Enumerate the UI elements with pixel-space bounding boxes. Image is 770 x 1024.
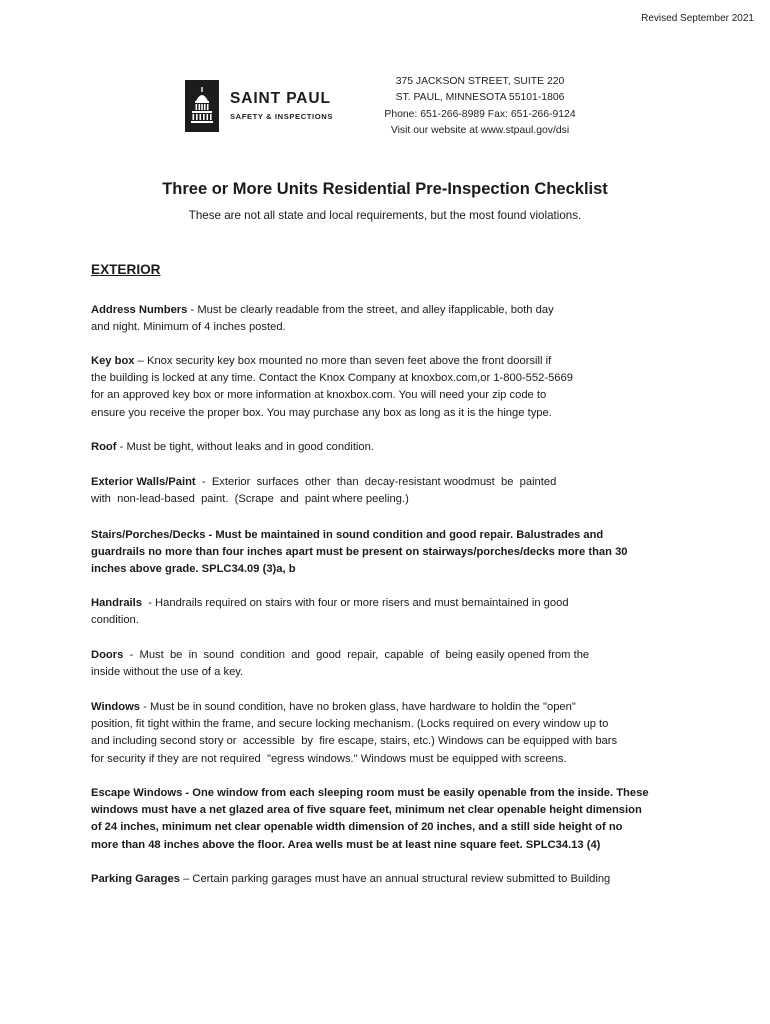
checklist-item-heading: Escape Windows: [91, 787, 183, 799]
checklist-item-text: Must be maintained in sound condition and good repair. Balustrades and: [215, 529, 604, 541]
checklist-item-heading: Stairs/Porches/Decks: [91, 529, 206, 541]
checklist-item-separator: -: [182, 787, 193, 799]
logo-name: SAINT PAUL: [230, 90, 331, 108]
checklist-item-heading: Roof: [91, 441, 117, 453]
checklist-item-separator: –: [134, 355, 147, 367]
capitol-dome-icon: [185, 80, 219, 132]
checklist-item-text: for an approved key box or more information at knoxbox.com. You will need your zip code to: [91, 389, 547, 402]
checklist-item-first-line: [91, 353, 691, 370]
checklist-item-separator: -: [205, 529, 216, 541]
checklist-item-text: ensure you receive the proper box. You may purchase any box as long as it is the hinge type.: [91, 406, 552, 419]
checklist-item-text: Must be tight, without leaks and in good condition.: [126, 441, 374, 453]
checklist-item: [91, 647, 691, 681]
checklist-item: [91, 353, 691, 422]
checklist-item-first-line: [91, 785, 691, 802]
checklist-item-separator: -: [195, 476, 212, 488]
document-title: Three or More Units Residential Pre-Inspection Checklist: [162, 180, 608, 198]
checklist-item-first-line: [91, 302, 691, 319]
checklist-item-text: guardrails no more than four inches apart must be present on stairways/porches/decks more than 30: [91, 546, 628, 559]
checklist-item-text: for security if they are not required "egress windows." Windows must be equipped with screens.: [91, 752, 567, 765]
checklist-item-first-line: [91, 474, 691, 491]
checklist-item-first-line: [91, 871, 691, 888]
checklist-item-first-line: [91, 439, 691, 456]
checklist-item-text: Knox security key box mounted no more than seven feet above the front doorsill if: [146, 355, 552, 367]
checklist-item-first-line: [91, 699, 691, 716]
checklist-item-heading: Doors: [91, 649, 124, 661]
address-street: 375 JACKSON STREET, SUITE 220: [395, 76, 565, 87]
checklist-item-text: with non-lead-based paint. (Scrape and paint where peeling.): [91, 493, 409, 506]
checklist-item-text: and night. Minimum of 4 inches posted.: [91, 321, 286, 334]
checklist-item-text: inches above grade. SPLC34.09 (3)a, b: [91, 563, 296, 576]
checklist-item-heading: Key box: [91, 355, 135, 367]
checklist-item: [91, 785, 691, 854]
address-city: ST. PAUL, MINNESOTA 55101-1806: [395, 92, 565, 104]
office-address: [360, 74, 600, 140]
checklist-item-separator: -: [116, 441, 127, 453]
checklist-item-first-line: [91, 595, 691, 612]
checklist-item-text: windows must have a net glazed area of five square feet, minimum net clear openable height dimension: [91, 804, 642, 817]
checklist-item: [91, 439, 691, 456]
checklist-item-text: and including second story or accessible by fire escape, stairs, etc.) Windows can be equipped with bars: [91, 735, 618, 748]
checklist-item: [91, 595, 691, 629]
section-heading-exterior: EXTERIOR: [91, 262, 161, 277]
checklist-item-text: Exterior surfaces other than decay-resistant woodmust be painted: [211, 476, 557, 488]
checklist-item-separator: -: [140, 701, 150, 713]
checklist-item-first-line: [91, 527, 691, 544]
address-website: Visit our website at www.stpaul.gov/dsi: [390, 125, 570, 137]
checklist-item: [91, 527, 691, 579]
checklist-item-text: Handrails required on stairs with four or more risers and must bemaintained in good: [155, 597, 569, 609]
checklist-item-text: of 24 inches, minimum net clear openable width dimension of 20 inches, and a still side height of no: [91, 821, 623, 834]
checklist-item-separator: -: [187, 304, 198, 316]
revision-date: Revised September 2021: [641, 13, 754, 24]
saint-paul-logo: [185, 80, 333, 132]
checklist-item-separator: -: [141, 597, 156, 609]
logo-subtitle: SAFETY & INSPECTIONS: [230, 111, 333, 121]
checklist-item: [91, 474, 691, 508]
checklist-item-first-line: [91, 647, 691, 664]
document-subtitle: These are not all state and local requirements, but the most found violations.: [188, 209, 582, 222]
checklist-item: [91, 699, 691, 768]
checklist-item-heading: Windows: [91, 701, 140, 713]
checklist-item-text: Certain parking garages must have an annual structural review submitted to Building: [192, 873, 611, 885]
checklist-item-text: Must be in sound condition, have no broken glass, have hardware to holdin the "open": [149, 701, 576, 713]
checklist-item-text: the building is locked at any time. Contact the Knox Company at knoxbox.com,or 1-800-552-5669: [91, 372, 573, 385]
checklist-item-text: position, fit tight within the frame, and secure locking mechanism. (Locks required on every window up to: [91, 718, 609, 731]
address-phone: Phone: 651-266-8989 Fax: 651-266-9124: [384, 108, 576, 120]
checklist-item-heading: Parking Garages: [91, 873, 180, 885]
checklist-item-heading: Exterior Walls/Paint: [91, 476, 196, 488]
checklist-item-heading: Address Numbers: [91, 304, 188, 316]
checklist-item: [91, 302, 691, 336]
checklist-item-text: Must be in sound condition and good repair, capable of being easily opened from the: [139, 649, 590, 661]
checklist-item-text: inside without the use of a key.: [91, 666, 244, 679]
checklist-item-separator: –: [179, 873, 193, 885]
checklist-item-heading: Handrails: [91, 597, 142, 609]
checklist-item-separator: -: [123, 649, 140, 661]
checklist-item-text: condition.: [91, 614, 139, 627]
checklist-item-text: One window from each sleeping room must be easily openable from the inside. These: [192, 787, 649, 799]
checklist-item-text: Must be clearly readable from the street, and alley ifapplicable, both day: [197, 304, 554, 316]
checklist-item-text: more than 48 inches above the floor. Area wells must be at least nine square feet. SPLC34.13 (4): [91, 838, 601, 851]
checklist-item: [91, 871, 691, 888]
